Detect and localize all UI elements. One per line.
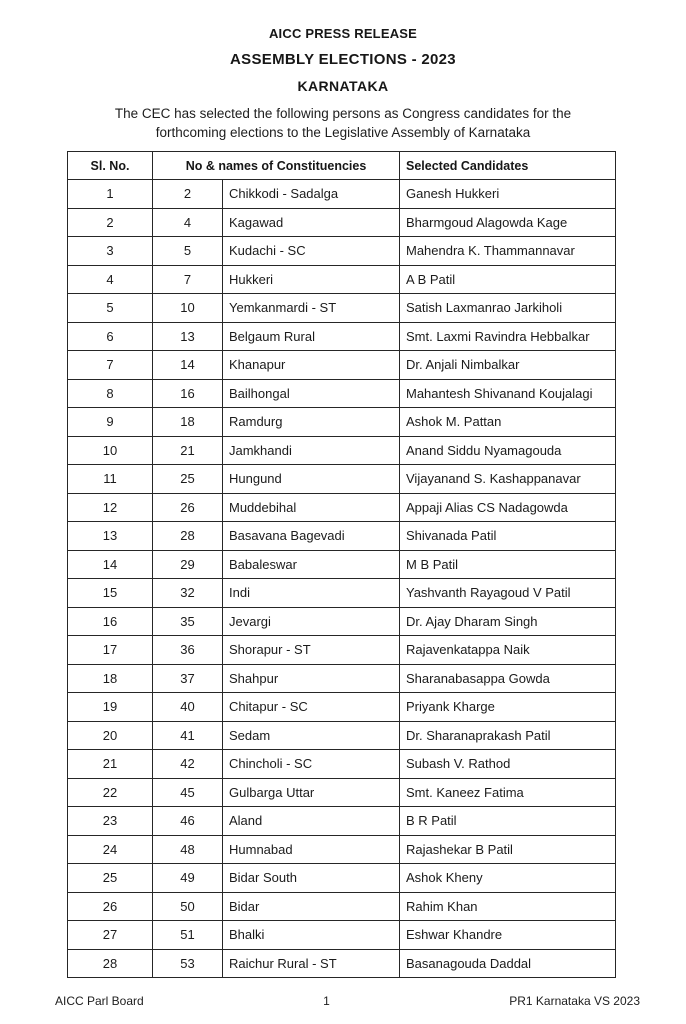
row-candidate-name: Mahantesh Shivanand Koujalagi: [400, 379, 616, 408]
assembly-elections-title: ASSEMBLY ELECTIONS - 2023: [230, 51, 456, 68]
table-row: [68, 750, 616, 779]
row-candidate-name: Ashok Kheny: [400, 864, 616, 893]
row-constituency-no: 41: [153, 721, 223, 750]
row-sl-no: 1: [68, 180, 153, 209]
intro-paragraph: [0, 104, 686, 142]
row-constituency-no: 21: [153, 436, 223, 465]
col-header-sl-no: Sl. No.: [68, 152, 153, 180]
row-sl-no: 24: [68, 835, 153, 864]
row-constituency-no: 28: [153, 522, 223, 551]
row-candidate-name: Anand Siddu Nyamagouda: [400, 436, 616, 465]
row-constituency-name: Shahpur: [223, 664, 400, 693]
row-constituency-name: Yemkanmardi - ST: [223, 294, 400, 323]
row-candidate-name: Yashvanth Rayagoud V Patil: [400, 579, 616, 608]
state-title: KARNATAKA: [297, 78, 389, 94]
table-row: [68, 265, 616, 294]
row-candidate-name: Rahim Khan: [400, 892, 616, 921]
row-sl-no: 12: [68, 493, 153, 522]
row-candidate-name: Dr. Sharanaprakash Patil: [400, 721, 616, 750]
row-sl-no: 11: [68, 465, 153, 494]
row-constituency-name: Khanapur: [223, 351, 400, 380]
row-candidate-name: Smt. Laxmi Ravindra Hebbalkar: [400, 322, 616, 351]
row-candidate-name: Rajavenkatappa Naik: [400, 636, 616, 665]
row-candidate-name: Priyank Kharge: [400, 693, 616, 722]
row-sl-no: 7: [68, 351, 153, 380]
row-constituency-name: Humnabad: [223, 835, 400, 864]
row-sl-no: 20: [68, 721, 153, 750]
row-candidate-name: Ashok M. Pattan: [400, 408, 616, 437]
table-row: [68, 778, 616, 807]
row-constituency-name: Gulbarga Uttar: [223, 778, 400, 807]
press-release-title: AICC PRESS RELEASE: [268, 26, 418, 41]
row-constituency-name: Sedam: [223, 721, 400, 750]
row-sl-no: 22: [68, 778, 153, 807]
row-sl-no: 17: [68, 636, 153, 665]
row-constituency-name: Chincholi - SC: [223, 750, 400, 779]
row-sl-no: 27: [68, 921, 153, 950]
row-candidate-name: A B Patil: [400, 265, 616, 294]
row-constituency-no: 5: [153, 237, 223, 266]
table-row: [68, 892, 616, 921]
row-constituency-name: Raichur Rural - ST: [223, 949, 400, 978]
table-row: [68, 607, 616, 636]
row-candidate-name: Eshwar Khandre: [400, 921, 616, 950]
row-sl-no: 10: [68, 436, 153, 465]
table-row: [68, 664, 616, 693]
row-constituency-no: 35: [153, 607, 223, 636]
row-candidate-name: Sharanabasappa Gowda: [400, 664, 616, 693]
table-row: [68, 693, 616, 722]
table-row: [68, 807, 616, 836]
row-constituency-name: Belgaum Rural: [223, 322, 400, 351]
row-candidate-name: Appaji Alias CS Nadagowda: [400, 493, 616, 522]
intro-line-1: The CEC has selected the following persons as Congress candidates for the: [114, 106, 572, 121]
table-row: [68, 351, 616, 380]
row-candidate-name: M B Patil: [400, 550, 616, 579]
row-constituency-no: 48: [153, 835, 223, 864]
page-footer: [55, 994, 640, 1008]
row-constituency-no: 45: [153, 778, 223, 807]
col-header-constituencies: No & names of Constituencies: [153, 152, 400, 180]
row-candidate-name: B R Patil: [400, 807, 616, 836]
table-row: [68, 721, 616, 750]
row-candidate-name: Satish Laxmanrao Jarkiholi: [400, 294, 616, 323]
table-row: [68, 522, 616, 551]
row-candidate-name: Vijayanand S. Kashappanavar: [400, 465, 616, 494]
table-row: [68, 579, 616, 608]
row-sl-no: 26: [68, 892, 153, 921]
row-sl-no: 2: [68, 208, 153, 237]
table-row: [68, 835, 616, 864]
table-row: [68, 180, 616, 209]
row-candidate-name: Subash V. Rathod: [400, 750, 616, 779]
table-row: [68, 237, 616, 266]
table-row: [68, 864, 616, 893]
row-constituency-name: Jevargi: [223, 607, 400, 636]
row-constituency-no: 37: [153, 664, 223, 693]
table-row: [68, 436, 616, 465]
table-row: [68, 550, 616, 579]
row-constituency-name: Kudachi - SC: [223, 237, 400, 266]
row-sl-no: 13: [68, 522, 153, 551]
table-body: [68, 180, 616, 978]
row-candidate-name: Dr. Ajay Dharam Singh: [400, 607, 616, 636]
row-sl-no: 6: [68, 322, 153, 351]
row-constituency-no: 18: [153, 408, 223, 437]
row-constituency-no: 25: [153, 465, 223, 494]
row-constituency-no: 14: [153, 351, 223, 380]
footer-right-text: PR1 Karnataka VS 2023: [509, 994, 640, 1008]
candidates-table: [67, 151, 616, 978]
row-constituency-no: 50: [153, 892, 223, 921]
row-constituency-no: 26: [153, 493, 223, 522]
table-row: [68, 949, 616, 978]
table-row: [68, 921, 616, 950]
row-constituency-name: Shorapur - ST: [223, 636, 400, 665]
row-constituency-name: Ramdurg: [223, 408, 400, 437]
row-candidate-name: Mahendra K. Thammannavar: [400, 237, 616, 266]
row-candidate-name: Basanagouda Daddal: [400, 949, 616, 978]
table-header-row: [68, 152, 616, 180]
row-constituency-name: Chikkodi - Sadalga: [223, 180, 400, 209]
row-constituency-name: Basavana Bagevadi: [223, 522, 400, 551]
row-sl-no: 9: [68, 408, 153, 437]
row-constituency-name: Bhalki: [223, 921, 400, 950]
row-constituency-no: 46: [153, 807, 223, 836]
row-constituency-name: Muddebihal: [223, 493, 400, 522]
row-constituency-no: 7: [153, 265, 223, 294]
row-sl-no: 4: [68, 265, 153, 294]
row-sl-no: 8: [68, 379, 153, 408]
footer-page-number: 1: [323, 994, 330, 1008]
row-candidate-name: Ganesh Hukkeri: [400, 180, 616, 209]
table-row: [68, 379, 616, 408]
row-sl-no: 19: [68, 693, 153, 722]
table-row: [68, 493, 616, 522]
footer-left-text: AICC Parl Board: [55, 994, 144, 1008]
table-row: [68, 208, 616, 237]
row-constituency-no: 49: [153, 864, 223, 893]
table-row: [68, 294, 616, 323]
row-constituency-no: 16: [153, 379, 223, 408]
row-constituency-name: Hukkeri: [223, 265, 400, 294]
row-sl-no: 5: [68, 294, 153, 323]
row-constituency-name: Chitapur - SC: [223, 693, 400, 722]
row-constituency-no: 42: [153, 750, 223, 779]
row-sl-no: 21: [68, 750, 153, 779]
table-row: [68, 465, 616, 494]
row-constituency-no: 53: [153, 949, 223, 978]
row-constituency-no: 51: [153, 921, 223, 950]
row-constituency-no: 36: [153, 636, 223, 665]
row-constituency-name: Aland: [223, 807, 400, 836]
row-constituency-name: Indi: [223, 579, 400, 608]
row-constituency-name: Bailhongal: [223, 379, 400, 408]
row-candidate-name: Shivanada Patil: [400, 522, 616, 551]
table-row: [68, 636, 616, 665]
row-candidate-name: Smt. Kaneez Fatima: [400, 778, 616, 807]
row-constituency-name: Hungund: [223, 465, 400, 494]
row-sl-no: 18: [68, 664, 153, 693]
row-sl-no: 23: [68, 807, 153, 836]
row-sl-no: 15: [68, 579, 153, 608]
row-candidate-name: Dr. Anjali Nimbalkar: [400, 351, 616, 380]
row-constituency-no: 32: [153, 579, 223, 608]
row-constituency-no: 10: [153, 294, 223, 323]
row-constituency-no: 4: [153, 208, 223, 237]
row-sl-no: 16: [68, 607, 153, 636]
row-constituency-name: Babaleswar: [223, 550, 400, 579]
row-sl-no: 14: [68, 550, 153, 579]
row-sl-no: 25: [68, 864, 153, 893]
row-constituency-no: 40: [153, 693, 223, 722]
row-sl-no: 3: [68, 237, 153, 266]
row-constituency-name: Kagawad: [223, 208, 400, 237]
row-candidate-name: Bharmgoud Alagowda Kage: [400, 208, 616, 237]
row-constituency-name: Jamkhandi: [223, 436, 400, 465]
row-candidate-name: Rajashekar B Patil: [400, 835, 616, 864]
intro-line-2: forthcoming elections to the Legislative Assembly of Karnataka: [155, 125, 531, 140]
col-header-selected-candidates: Selected Candidates: [400, 152, 616, 180]
row-constituency-no: 13: [153, 322, 223, 351]
table-row: [68, 408, 616, 437]
table-row: [68, 322, 616, 351]
row-constituency-no: 29: [153, 550, 223, 579]
row-constituency-name: Bidar South: [223, 864, 400, 893]
row-constituency-name: Bidar: [223, 892, 400, 921]
row-sl-no: 28: [68, 949, 153, 978]
row-constituency-no: 2: [153, 180, 223, 209]
